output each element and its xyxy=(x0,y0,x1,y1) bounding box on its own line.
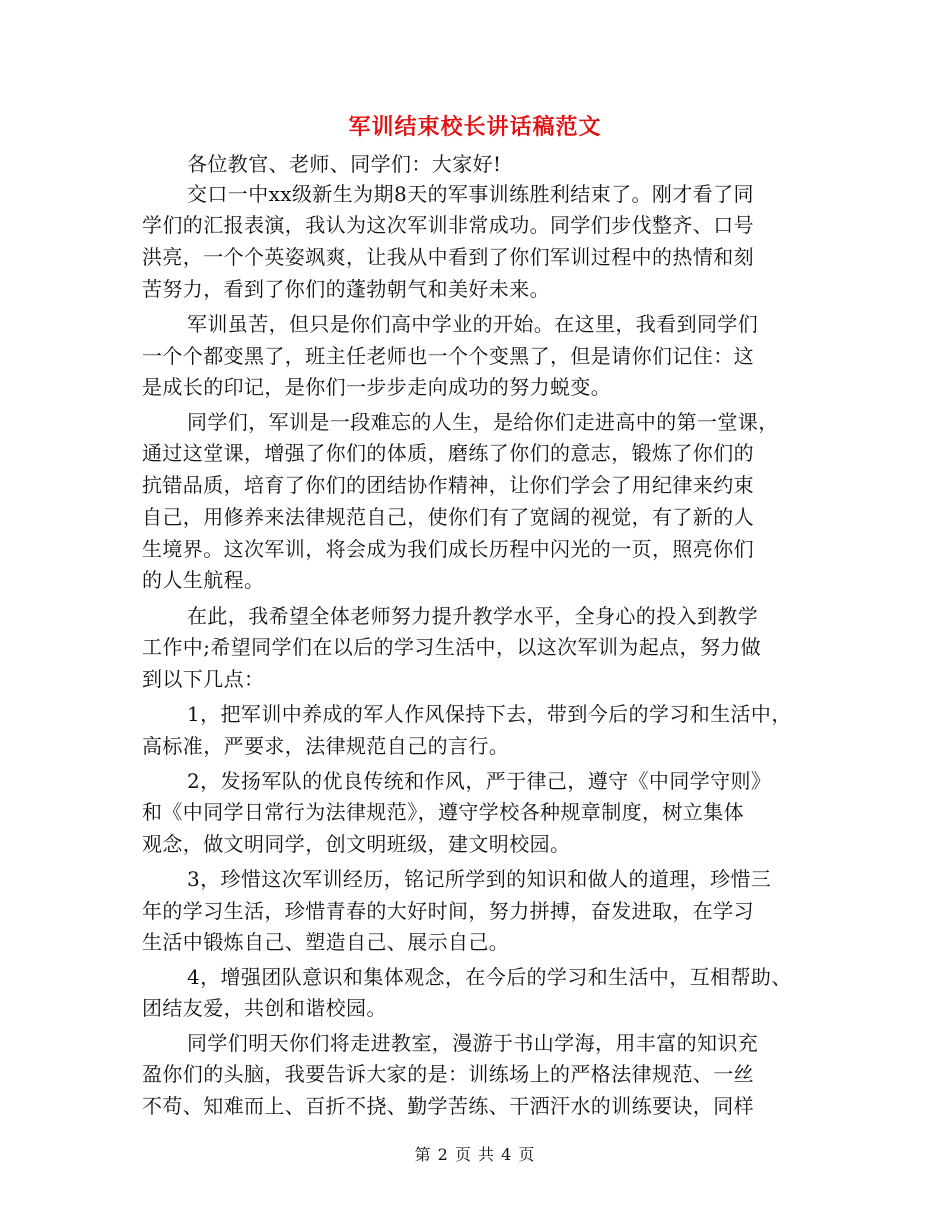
page-number-footer: 第 2 页 共 4 页 xyxy=(414,1145,536,1164)
text-line: 各位教官、老师、同学们：大家好! xyxy=(187,152,502,176)
text-line: 生活中锻炼自己、塑造自己、展示自己。 xyxy=(142,930,510,954)
text-line: 年的学习生活，珍惜青春的大好时间，努力拼搏，奋发进取，在学习 xyxy=(142,899,754,923)
text-line: 高标准，严要求，法律规范自己的言行。 xyxy=(142,734,510,758)
text-line: 盈你们的头脑，我要告诉大家的是：训练场上的严格法律规范、一丝 xyxy=(142,1062,754,1086)
text-line: 生境界。这次军训，将会成为我们成长历程中闪光的一页，照亮你们 xyxy=(142,537,754,561)
text-line: 2，发扬军队的优良传统和作风，严于律己，遵守《中同学守则》 xyxy=(187,769,772,793)
text-line: 是成长的印记，是你们一步步走向成功的努力蜕变。 xyxy=(142,375,612,399)
text-line: 和《中同学日常行为法律规范》，遵守学校各种规章制度，树立集体 xyxy=(142,800,744,824)
text-line: 4，增强团队意识和集体观念，在今后的学习和生活中，互相帮助、 xyxy=(187,965,792,989)
text-line: 的人生航程。 xyxy=(142,568,265,592)
text-line: 同学们明天你们将走进教室，漫游于书山学海，用丰富的知识充 xyxy=(187,1031,759,1055)
text-line: 一个个都变黑了，班主任老师也一个个变黑了，但是请你们记住：这 xyxy=(142,344,754,368)
text-line: 在此，我希望全体老师努力提升教学水平，全身心的投入到教学 xyxy=(187,604,759,628)
text-line: 工作中;希望同学们在以后的学习生活中，以这次军训为起点，努力做 xyxy=(142,635,762,659)
text-line: 到以下几点： xyxy=(142,667,265,691)
text-line: 洪亮，一个个英姿飒爽，让我从中看到了你们军训过程中的热情和刻 xyxy=(142,245,754,269)
text-line: 自己，用修养来法律规范自己，使你们有了宽阔的视觉，有了新的人 xyxy=(142,505,754,529)
text-line: 不苟、知难而上、百折不挠、勤学苦练、干洒汗水的训练要诀，同样 xyxy=(142,1094,754,1118)
text-line: 军训虽苦，但只是你们高中学业的开始。在这里，我看到同学们 xyxy=(187,312,759,336)
text-line: 苦努力，看到了你们的蓬勃朝气和美好未来。 xyxy=(142,277,550,301)
text-line: 学们的汇报表演，我认为这次军训非常成功。同学们步伐整齐、口号 xyxy=(142,213,754,237)
text-line: 同学们，军训是一段难忘的人生，是给你们走进高中的第一堂课， xyxy=(187,410,779,434)
text-line: 通过这堂课，增强了你们的体质，磨练了你们的意志，锻炼了你们的 xyxy=(142,441,754,465)
text-line: 交口一中xx级新生为期8天的军事训练胜利结束了。刚才看了同 xyxy=(187,182,754,206)
text-line: 1，把军训中养成的军人作风保持下去，带到今后的学习和生活中， xyxy=(187,702,792,726)
text-line: 抗错品质，培育了你们的团结协作精神，让你们学会了用纪律来约束 xyxy=(142,473,754,497)
document-title: 军训结束校长讲话稿范文 xyxy=(348,114,602,140)
text-line: 团结友爱，共创和谐校园。 xyxy=(142,996,387,1020)
text-line: 3，珍惜这次军训经历，铭记所学到的知识和做人的道理，珍惜三 xyxy=(187,867,772,891)
text-line: 观念，做文明同学，创文明班级，建文明校园。 xyxy=(142,832,571,856)
